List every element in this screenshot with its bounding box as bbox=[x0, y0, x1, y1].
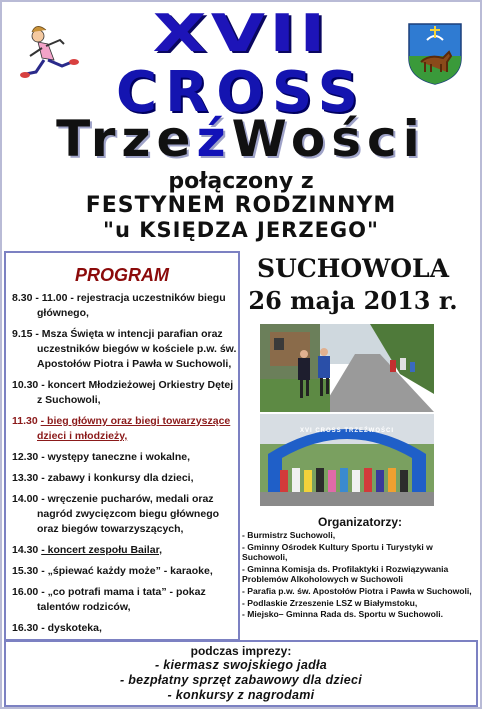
program-item bbox=[12, 564, 238, 579]
program-heading: PROGRAM bbox=[75, 265, 169, 285]
town-name: SUCHOWOLA bbox=[257, 254, 449, 283]
gate-banner bbox=[260, 414, 434, 444]
attraction-item: - konkursy z nagrodami bbox=[167, 688, 315, 702]
program-item bbox=[12, 621, 238, 636]
program-item bbox=[12, 378, 238, 408]
photo-runners-road bbox=[260, 324, 434, 412]
attractions-box bbox=[4, 640, 478, 707]
program-text: - koncert zespołu Bailar, bbox=[41, 544, 162, 556]
program-panel bbox=[4, 251, 240, 641]
program-text: - wręczenie pucharów, medali oraz nagród zwycięzcom biegu głównego oraz biegów towarzyszących, bbox=[37, 493, 220, 535]
edition-roman-numeral: XVII bbox=[152, 4, 330, 64]
title-trzezwosci bbox=[2, 110, 480, 168]
program-list bbox=[12, 291, 238, 678]
organizers-heading: Organizatorzy: bbox=[317, 515, 402, 529]
program-time: 15.30 bbox=[12, 565, 39, 577]
program-time: 13.30 bbox=[12, 472, 39, 484]
organizer-item: - Podlaskie Zrzeszenie LSZ w Białymstoku, bbox=[242, 597, 418, 608]
organizer-item: - Burmistrz Suchowoli, bbox=[242, 530, 336, 540]
program-text: - zabawy i konkursy dla dzieci, bbox=[41, 472, 194, 484]
program-time: 11.30 bbox=[12, 415, 38, 427]
program-text: - bieg główny oraz biegi towarzyszące dzieci i młodzieży, bbox=[37, 415, 231, 442]
program-text: - Msza Święta w intencji parafian oraz uczestników biegów w kościele p.w. św. Apostołów Piotra i Pawła w Suchowoli, bbox=[35, 328, 237, 370]
event-date: 26 maja 2013 r. bbox=[248, 286, 458, 315]
title-cross: CROSS bbox=[116, 60, 366, 125]
program-time: 9.15 bbox=[12, 328, 33, 340]
program-text: - „co potrafi mama i tata” - pokaz talentów rodziców, bbox=[37, 586, 206, 613]
organizer-item: - Gminna Komisja ds. Profilaktyki i Rozwiązywania Problemów Alkoholowych w Suchowoli bbox=[242, 563, 449, 585]
subtitle-ksiedza: "u KSIĘDZA JERZEGO" bbox=[103, 218, 379, 242]
program-time: 16.00 bbox=[12, 586, 39, 598]
program-item bbox=[12, 492, 238, 537]
attraction-item: - kiermasz swojskiego jadła bbox=[154, 658, 328, 672]
program-item bbox=[12, 327, 238, 372]
title-trzezwosci-z: ź bbox=[196, 110, 232, 168]
attraction-item: - bezpłatny sprzęt zabawowy dla dzieci bbox=[119, 673, 362, 687]
program-item-concert bbox=[12, 543, 238, 558]
program-item bbox=[12, 450, 238, 465]
program-text: - 11.00 - rejestracja uczestników biegu głównego, bbox=[35, 292, 226, 319]
program-time: 8.30 bbox=[12, 292, 33, 304]
program-item bbox=[12, 585, 238, 615]
title-trzezwosci-end: Wości bbox=[231, 110, 426, 168]
program-item bbox=[12, 291, 238, 321]
program-text: - dyskoteka, bbox=[41, 622, 102, 634]
subtitle-festyn: FESTYNEM RODZINNYM bbox=[85, 193, 397, 218]
title-trzezwosci-start: Trze bbox=[56, 110, 197, 168]
subtitle-connected: połączony z bbox=[168, 169, 314, 194]
program-time: 14.30 bbox=[12, 544, 39, 556]
program-time: 10.30 bbox=[12, 379, 39, 391]
organizer-item: - Miejsko– Gminna Rada ds. Sportu w Suchowoli. bbox=[242, 609, 444, 620]
program-text: - występy taneczne i wokalne, bbox=[41, 451, 191, 463]
attractions-heading: podczas imprezy: bbox=[190, 644, 292, 658]
program-text: - koncert Młodzieżowej Orkiestry Dętej z Suchowoli, bbox=[37, 379, 234, 406]
organizers-list bbox=[242, 530, 478, 621]
organizer-item: - Gminny Ośrodek Kultury Sportu i Turystyki w Suchowoli, bbox=[242, 541, 433, 563]
program-time: 12.30 bbox=[12, 451, 39, 463]
organizer-item: - Parafia p.w. św. Apostołów Piotra i Pawła w Suchowoli, bbox=[242, 585, 472, 596]
program-text: - „śpiewać każdy może” - karaoke, bbox=[41, 565, 213, 577]
program-item-main-race bbox=[12, 414, 238, 444]
program-item bbox=[12, 471, 238, 486]
gate-banner-text: XVI CROSS TRZEŹWOŚCI bbox=[299, 428, 394, 434]
program-time: 14.00 bbox=[12, 493, 39, 505]
program-time: 16.30 bbox=[12, 622, 39, 634]
